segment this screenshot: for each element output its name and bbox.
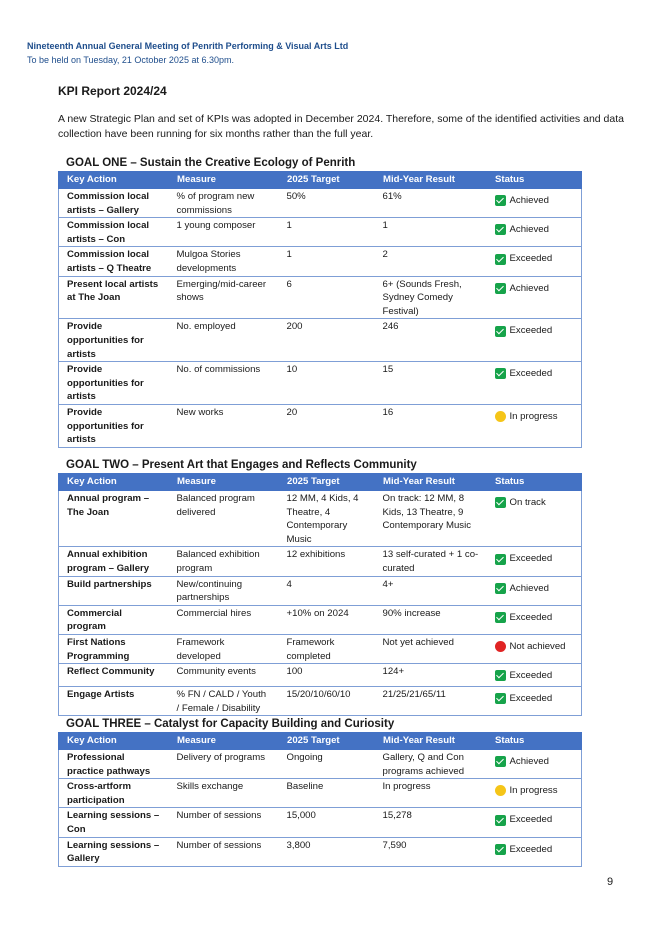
- measure-cell: No. of commissions: [169, 362, 279, 405]
- target-header: 2025 Target: [279, 732, 375, 750]
- result-header: Mid-Year Result: [375, 732, 487, 750]
- status-cell: [487, 779, 582, 808]
- goal-one-title: GOAL ONE – Sustain the Creative Ecology of Penrith: [66, 157, 356, 169]
- table-row: [59, 779, 582, 808]
- target-cell: Framework completed: [279, 634, 375, 663]
- key-action-header: Key Action: [59, 732, 169, 750]
- key-action-cell: Commercial program: [59, 605, 169, 634]
- result-cell: 61%: [375, 189, 487, 218]
- status-label: Not achieved: [509, 640, 566, 652]
- key-action-cell: Commission local artists – Gallery: [59, 189, 169, 218]
- goal-two-table: [58, 473, 582, 716]
- status-header: Status: [487, 473, 582, 491]
- check-icon: [495, 583, 506, 594]
- result-header: Mid-Year Result: [375, 171, 487, 189]
- target-cell: +10% on 2024: [279, 605, 375, 634]
- status-label: Achieved: [509, 195, 549, 206]
- status-badge: [495, 611, 553, 625]
- meeting-title: Nineteenth Annual General Meeting of Penrith Performing & Visual Arts Ltd: [27, 41, 349, 51]
- status-label: Exceeded: [509, 843, 553, 855]
- status-cell: [487, 687, 582, 716]
- status-badge: [495, 640, 566, 654]
- check-icon: [495, 368, 506, 379]
- measure-cell: Commercial hires: [169, 605, 279, 634]
- table-row: [59, 404, 582, 447]
- result-cell: 6+ (Sounds Fresh, Sydney Comedy Festival): [375, 276, 487, 319]
- status-cell: [487, 362, 582, 405]
- table-row: [59, 247, 582, 276]
- table-row: [59, 687, 582, 716]
- table-row: [59, 605, 582, 634]
- status-label: On track: [509, 497, 546, 508]
- status-badge: [495, 692, 553, 706]
- target-cell: Baseline: [279, 779, 375, 808]
- check-icon: [495, 195, 506, 206]
- status-badge: [495, 324, 553, 338]
- check-icon: [495, 756, 506, 767]
- result-cell: Not yet achieved: [375, 634, 487, 663]
- target-cell: 1: [279, 218, 375, 247]
- result-cell: 15,278: [375, 808, 487, 837]
- status-cell: [487, 576, 582, 605]
- status-badge: [495, 813, 553, 827]
- key-action-cell: Learning sessions – Gallery: [59, 837, 169, 866]
- target-cell: 4: [279, 576, 375, 605]
- status-cell: [487, 218, 582, 247]
- check-icon: [495, 254, 506, 265]
- check-icon: [495, 815, 506, 826]
- result-cell: 1: [375, 218, 487, 247]
- status-label: Exceeded: [509, 814, 553, 826]
- measure-header: Measure: [169, 171, 279, 189]
- check-icon: [495, 693, 506, 704]
- status-cell: [487, 404, 582, 447]
- target-header: 2025 Target: [279, 473, 375, 491]
- target-cell: 200: [279, 319, 375, 362]
- status-cell: [487, 664, 582, 687]
- result-cell: 16: [375, 404, 487, 447]
- status-badge: [495, 367, 553, 381]
- report-title: KPI Report 2024/24: [58, 84, 167, 98]
- key-action-cell: Engage Artists: [59, 687, 169, 716]
- result-cell: Gallery, Q and Con programs achieved: [375, 750, 487, 779]
- measure-header: Measure: [169, 732, 279, 750]
- meeting-date: To be held on Tuesday, 21 October 2025 at 6.30pm.: [27, 55, 234, 65]
- target-cell: 12 MM, 4 Kids, 4 Theatre, 4 Contemporary Music: [279, 491, 375, 547]
- result-cell: 90% increase: [375, 605, 487, 634]
- red-dot-icon: [495, 641, 506, 652]
- key-action-cell: Provide opportunities for artists: [59, 362, 169, 405]
- key-action-cell: Professional practice pathways: [59, 750, 169, 779]
- measure-header: Measure: [169, 473, 279, 491]
- measure-cell: % FN / CALD / Youth / Female / Disability: [169, 687, 279, 716]
- measure-cell: % of program new commissions: [169, 189, 279, 218]
- status-label: Exceeded: [509, 325, 553, 337]
- key-action-cell: Cross-artform participation: [59, 779, 169, 808]
- status-badge: [495, 784, 558, 798]
- check-icon: [495, 670, 506, 681]
- table-row: [59, 362, 582, 405]
- table-row: [59, 491, 582, 547]
- target-cell: 100: [279, 664, 375, 687]
- measure-cell: Framework developed: [169, 634, 279, 663]
- status-cell: [487, 837, 582, 866]
- table-row: [59, 664, 582, 687]
- status-cell: [487, 247, 582, 276]
- table-row: [59, 319, 582, 362]
- goal-two-title: GOAL TWO – Present Art that Engages and Reflects Community: [66, 459, 417, 471]
- page-number: 9: [607, 876, 614, 888]
- status-badge: [495, 194, 549, 208]
- key-action-cell: Build partnerships: [59, 576, 169, 605]
- result-cell: 124+: [375, 664, 487, 687]
- check-icon: [495, 554, 506, 565]
- measure-cell: Balanced exhibition program: [169, 547, 279, 576]
- check-icon: [495, 612, 506, 623]
- status-badge: [495, 223, 549, 237]
- target-cell: Ongoing: [279, 750, 375, 779]
- document-header: [27, 39, 348, 67]
- goal-three-title: GOAL THREE – Catalyst for Capacity Building and Curiosity: [66, 718, 395, 730]
- key-action-header: Key Action: [59, 473, 169, 491]
- measure-cell: Balanced program delivered: [169, 491, 279, 547]
- status-label: Exceeded: [509, 368, 553, 380]
- status-cell: [487, 750, 582, 779]
- measure-cell: Delivery of programs: [169, 750, 279, 779]
- check-icon: [495, 497, 506, 508]
- status-label: Achieved: [509, 582, 549, 594]
- key-action-cell: Present local artists at The Joan: [59, 276, 169, 319]
- status-badge: [495, 582, 549, 596]
- result-cell: 7,590: [375, 837, 487, 866]
- target-header: 2025 Target: [279, 171, 375, 189]
- measure-cell: Emerging/mid-career shows: [169, 276, 279, 319]
- result-header: Mid-Year Result: [375, 473, 487, 491]
- status-cell: [487, 605, 582, 634]
- status-label: Exceeded: [509, 253, 553, 265]
- key-action-header: Key Action: [59, 171, 169, 189]
- table-row: [59, 218, 582, 247]
- target-cell: 3,800: [279, 837, 375, 866]
- table-row: [59, 808, 582, 837]
- status-cell: [487, 634, 582, 663]
- result-cell: 21/25/21/65/11: [375, 687, 487, 716]
- status-header: Status: [487, 732, 582, 750]
- status-label: Achieved: [509, 224, 549, 236]
- measure-cell: New/continuing partnerships: [169, 576, 279, 605]
- status-cell: [487, 491, 582, 547]
- result-cell: 2: [375, 247, 487, 276]
- result-cell: In progress: [375, 779, 487, 808]
- result-cell: 246: [375, 319, 487, 362]
- check-icon: [495, 326, 506, 337]
- status-badge: [495, 496, 546, 510]
- status-label: Exceeded: [509, 553, 553, 565]
- measure-cell: New works: [169, 404, 279, 447]
- key-action-cell: Annual exhibition program – Gallery: [59, 547, 169, 576]
- status-label: Exceeded: [509, 693, 553, 705]
- status-badge: [495, 252, 553, 266]
- table-header-row: [59, 732, 582, 750]
- key-action-cell: Annual program – The Joan: [59, 491, 169, 547]
- table-row: [59, 576, 582, 605]
- measure-cell: Mulgoa Stories developments: [169, 247, 279, 276]
- table-row: [59, 547, 582, 576]
- status-badge: [495, 282, 549, 296]
- status-badge: [495, 843, 553, 857]
- table-row: [59, 837, 582, 866]
- status-cell: [487, 189, 582, 218]
- check-icon: [495, 844, 506, 855]
- target-cell: 12 exhibitions: [279, 547, 375, 576]
- table-header-row: [59, 171, 582, 189]
- measure-cell: No. employed: [169, 319, 279, 362]
- status-label: In progress: [509, 785, 558, 797]
- result-cell: 13 self-curated + 1 co-curated: [375, 547, 487, 576]
- status-header: Status: [487, 171, 582, 189]
- yellow-dot-icon: [495, 411, 506, 422]
- target-cell: 50%: [279, 189, 375, 218]
- status-cell: [487, 808, 582, 837]
- goal-three-table: [58, 732, 582, 867]
- key-action-cell: Commission local artists – Con: [59, 218, 169, 247]
- check-icon: [495, 224, 506, 235]
- yellow-dot-icon: [495, 785, 506, 796]
- table-row: [59, 189, 582, 218]
- status-label: Achieved: [509, 282, 549, 294]
- table-row: [59, 634, 582, 663]
- key-action-cell: Learning sessions – Con: [59, 808, 169, 837]
- status-cell: [487, 276, 582, 319]
- target-cell: 15,000: [279, 808, 375, 837]
- target-cell: 20: [279, 404, 375, 447]
- key-action-cell: Commission local artists – Q Theatre: [59, 247, 169, 276]
- status-badge: [495, 755, 549, 769]
- check-icon: [495, 283, 506, 294]
- key-action-cell: First Nations Programming: [59, 634, 169, 663]
- table-header-row: [59, 473, 582, 491]
- target-cell: 6: [279, 276, 375, 319]
- measure-cell: Skills exchange: [169, 779, 279, 808]
- measure-cell: Community events: [169, 664, 279, 687]
- table-row: [59, 750, 582, 779]
- status-cell: [487, 547, 582, 576]
- status-label: Exceeded: [509, 670, 553, 682]
- measure-cell: 1 young composer: [169, 218, 279, 247]
- result-cell: 15: [375, 362, 487, 405]
- key-action-cell: Provide opportunities for artists: [59, 404, 169, 447]
- key-action-cell: Reflect Community: [59, 664, 169, 687]
- key-action-cell: Provide opportunities for artists: [59, 319, 169, 362]
- status-label: Exceeded: [509, 611, 553, 623]
- measure-cell: Number of sessions: [169, 808, 279, 837]
- measure-cell: Number of sessions: [169, 837, 279, 866]
- result-cell: On track: 12 MM, 8 Kids, 13 Theatre, 9 Contemporary Music: [375, 491, 487, 547]
- status-badge: [495, 410, 558, 424]
- target-cell: 10: [279, 362, 375, 405]
- report-intro: A new Strategic Plan and set of KPIs was adopted in December 2024. Therefore, some of the identified activities and data collection have been running for six months rather than the full year.: [58, 113, 624, 140]
- goal-one-table: [58, 171, 582, 448]
- target-cell: 15/20/10/60/10: [279, 687, 375, 716]
- status-label: Achieved: [509, 756, 549, 767]
- status-cell: [487, 319, 582, 362]
- status-label: In progress: [509, 410, 558, 422]
- table-row: [59, 276, 582, 319]
- target-cell: 1: [279, 247, 375, 276]
- result-cell: 4+: [375, 576, 487, 605]
- status-badge: [495, 669, 553, 683]
- status-badge: [495, 552, 553, 566]
